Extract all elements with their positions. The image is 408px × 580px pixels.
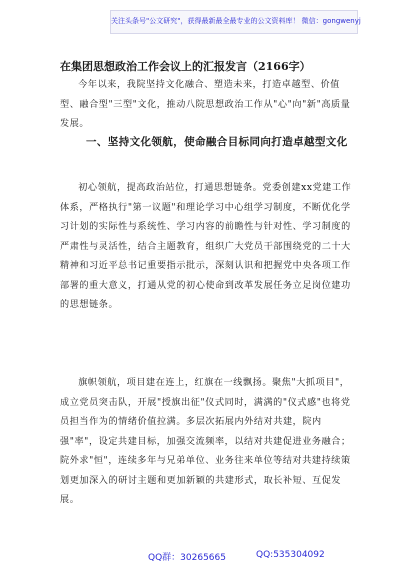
intro-paragraph: 今年以来，我院坚持文化融合、塑造未来，打造卓越型、价值型、融合型"三型"文化，推动八院思想政治工作从"心"向"新"高质量发展。 — [60, 80, 351, 129]
section-heading-text: 一、坚持文化领航，使命融合目标同向打造卓越型文化 — [86, 136, 348, 148]
footer-qq-group: QQ群：30265665 — [148, 553, 226, 563]
document-title: 在集团思想政治工作会议上的汇报发言（2166字） — [60, 60, 311, 73]
footer — [0, 550, 408, 566]
body-paragraph: 初心领航，提高政治站位，打通思想链条。党委创建xx党建工作体系，严格执行"第一议题"和理论学习中心组学习制度，不断优化学习计划的实际性与系统性、学习内容的前瞻性与针对性、学习制度的严肃性与灵活性，结合主题教育，组织广大党员干部围绕党的二十大精神和习近平总书记重要指示批示，深刻认识和把握党中央各项工作部署的重大意义，打通从党的初心使命到改革发展任务立足岗位建功的思想链条。 — [60, 183, 352, 310]
body-paragraph: 旗帜领航，项目建在连上，红旗在一线飘扬。聚焦"大抓项目"，成立党员突击队，开展"授旗出征"仪式同时，满满的"仪式感"也将党员担当作为的情绪价值拉满。多层次拓展内外结对共建，院内强"率"，设定共建目标，加强交流频率，以结对共建促进业务融合；院外求"恒"，连续多年与兄弟单位、业务往来单位等结对共建持续策划更加深入的研讨主题和更加新颖的共建形式，取长补短、互促发展。 — [60, 378, 351, 505]
header-banner-text: 关注头条号"公文研究"，获得最新最全最专业的公文资料库！ 微信：gongwenyj — [111, 17, 361, 25]
footer-qq-contact: QQ:535304092 — [256, 550, 325, 560]
section-heading — [60, 132, 360, 153]
header-banner — [110, 10, 361, 34]
